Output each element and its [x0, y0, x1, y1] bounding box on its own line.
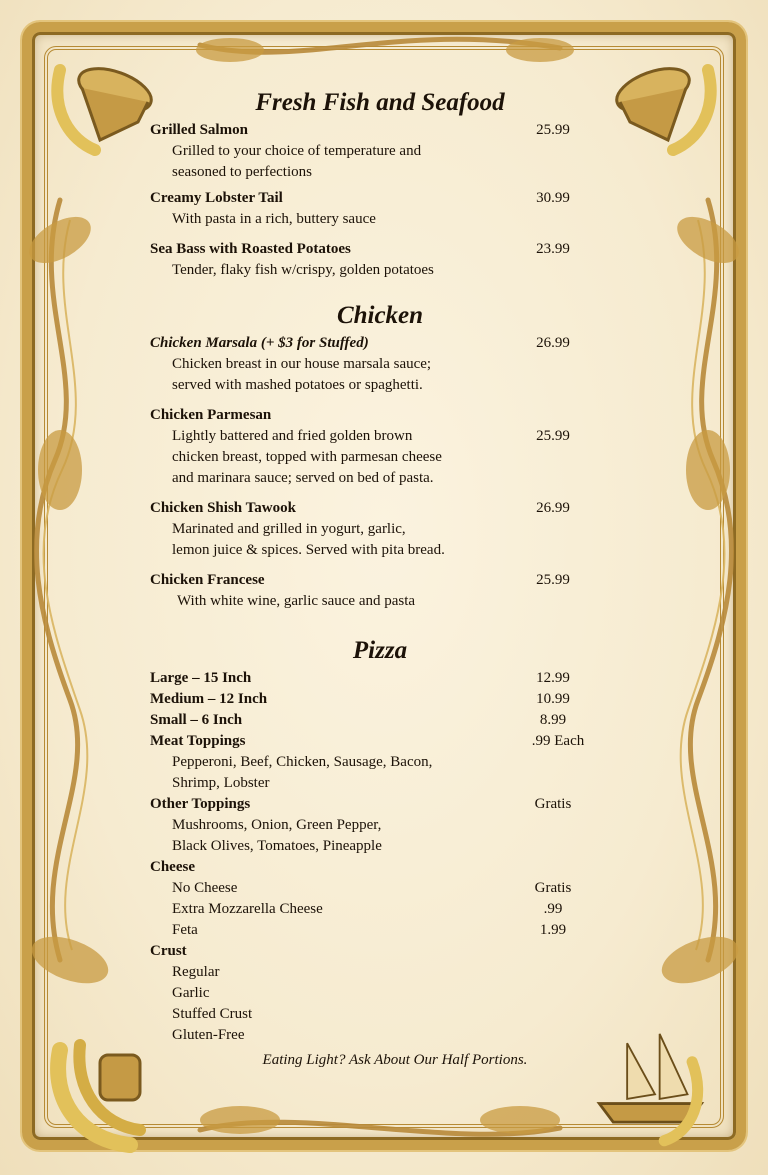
item-name: Chicken Shish Tawook	[150, 500, 296, 516]
item-name: Medium – 12 Inch	[150, 691, 268, 707]
item-name: Grilled Salmon	[150, 122, 248, 138]
menu-item	[150, 405, 610, 489]
item-description: lemon juice & spices. Served with pita bread.	[172, 542, 445, 558]
item-description: Shrimp, Lobster	[172, 775, 270, 791]
item-description: Tender, flaky fish w/crispy, golden potatoes	[172, 262, 434, 278]
item-description: served with mashed potatoes or spaghetti.	[172, 377, 423, 393]
cheese-option	[150, 920, 610, 941]
item-description: Mushrooms, Onion, Green Pepper,	[172, 817, 382, 833]
item-description: Black Olives, Tomatoes, Pineapple	[172, 838, 382, 854]
item-name: Chicken Marsala (+ $3 for Stuffed)	[150, 335, 369, 351]
item-price: 26.99	[536, 335, 570, 351]
drum-icon	[598, 30, 728, 160]
item-price: 25.99	[536, 572, 570, 588]
pizza-size	[150, 689, 610, 710]
crust-option: Garlic	[172, 985, 210, 1001]
item-name: Small – 6 Inch	[150, 712, 243, 728]
menu-item	[150, 333, 610, 396]
menu-content	[150, 86, 610, 1071]
item-description: With white wine, garlic sauce and pasta	[177, 593, 416, 609]
option-price: .99	[543, 901, 563, 917]
menu-item	[150, 239, 610, 281]
pizza-toppings-meat	[150, 731, 610, 794]
crust-option: Stuffed Crust	[172, 1006, 253, 1022]
item-description: Grilled to your choice of temperature and	[172, 143, 422, 159]
item-name: Crust	[150, 943, 187, 959]
item-description: Pepperoni, Beef, Chicken, Sausage, Bacon,	[172, 754, 433, 770]
pizza-size	[150, 710, 610, 731]
section-title-seafood: Fresh Fish and Seafood	[255, 89, 505, 116]
section-title-chicken: Chicken	[336, 302, 424, 329]
item-name: Chicken Parmesan	[150, 407, 272, 423]
item-price: 8.99	[539, 712, 567, 728]
item-name: Sea Bass with Roasted Potatoes	[150, 241, 351, 257]
pizza-size	[150, 668, 610, 689]
item-price: 30.99	[536, 190, 570, 206]
item-description: seasoned to perfections	[172, 164, 312, 180]
footer-note: Eating Light? Ask About Our Half Portions.	[262, 1052, 528, 1068]
item-name: Large – 15 Inch	[150, 670, 252, 686]
crust-option: Regular	[172, 964, 220, 980]
item-price: 26.99	[536, 500, 570, 516]
item-description: Chicken breast in our house marsala sauce;	[172, 356, 432, 372]
option-name: Feta	[172, 922, 198, 938]
item-description: and marinara sauce; served on bed of pasta.	[172, 470, 434, 486]
option-price: 1.99	[539, 922, 567, 938]
item-description: chicken breast, topped with parmesan cheese	[172, 449, 442, 465]
cheese-option	[150, 899, 610, 920]
option-name: Extra Mozzarella Cheese	[172, 901, 323, 917]
item-name: Cheese	[150, 859, 195, 875]
menu-item	[150, 120, 610, 183]
option-name: No Cheese	[172, 880, 238, 896]
item-price: 23.99	[536, 241, 570, 257]
item-price: 10.99	[536, 691, 570, 707]
item-name: Meat Toppings	[150, 733, 246, 749]
item-price: 25.99	[536, 428, 570, 444]
crust-option: Gluten-Free	[172, 1027, 245, 1043]
menu-item	[150, 498, 610, 561]
item-price: .99 Each	[531, 733, 585, 749]
item-price: Gratis	[534, 796, 572, 812]
cheese-option	[150, 878, 610, 899]
item-description: Marinated and grilled in yogurt, garlic,	[172, 521, 406, 537]
item-description: With pasta in a rich, buttery sauce	[172, 211, 376, 227]
item-description: Lightly battered and fried golden brown	[172, 428, 413, 444]
menu-item	[150, 570, 610, 612]
section-title-pizza: Pizza	[352, 637, 408, 664]
item-name: Other Toppings	[150, 796, 251, 812]
item-price: 25.99	[536, 122, 570, 138]
item-name: Creamy Lobster Tail	[150, 190, 283, 206]
menu-item	[150, 188, 610, 230]
pizza-cheese	[150, 857, 610, 941]
pizza-toppings-other	[150, 794, 610, 857]
banana-icon	[30, 1030, 160, 1160]
option-price: Gratis	[534, 880, 572, 896]
item-name: Chicken Francese	[150, 572, 265, 588]
pizza-crust	[150, 941, 610, 1046]
item-price: 12.99	[536, 670, 570, 686]
